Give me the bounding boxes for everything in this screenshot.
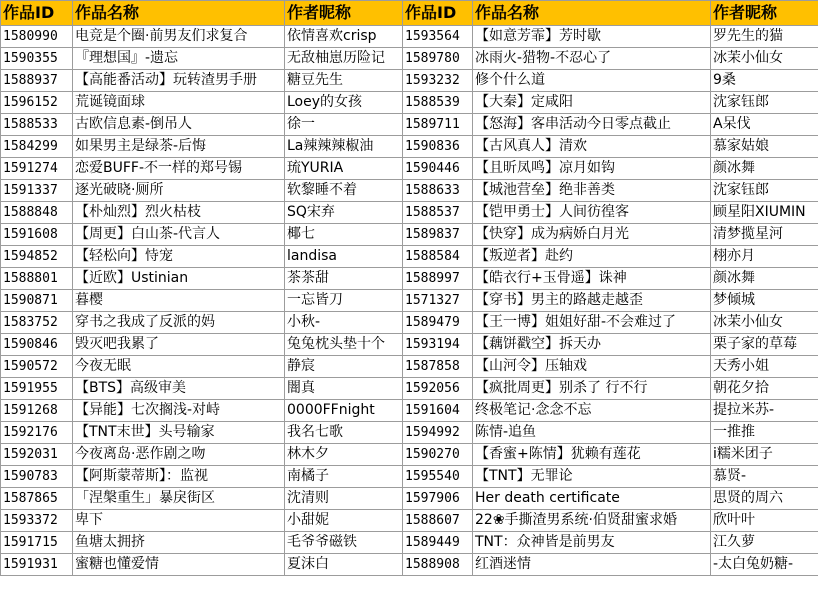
cell-work-id[interactable]: 1592056 <box>403 378 473 400</box>
cell-author[interactable]: 小秋- <box>285 312 403 334</box>
cell-work-name[interactable]: 【疯批周更】别杀了 行不行 <box>473 378 711 400</box>
table-row <box>1 554 818 576</box>
cell-work-id[interactable]: 1589711 <box>403 114 473 136</box>
cell-work-id[interactable]: 1590270 <box>403 444 473 466</box>
cell-author[interactable]: 冰茉小仙女 <box>711 48 818 70</box>
cell-work-id[interactable]: 1589780 <box>403 48 473 70</box>
cell-author[interactable]: SQ宋弃 <box>285 202 403 224</box>
cell-work-name[interactable]: 【如意芳霏】芳时歇 <box>473 26 711 48</box>
header-row <box>1 1 818 26</box>
cell-author[interactable]: 提拉米苏- <box>711 400 818 422</box>
cell-work-id[interactable]: 1595540 <box>403 466 473 488</box>
table-row <box>1 136 818 158</box>
cell-author[interactable]: 沈清则 <box>285 488 403 510</box>
cell-work-name[interactable]: 陈情-追鱼 <box>473 422 711 444</box>
cell-work-id[interactable]: 1588937 <box>1 70 73 92</box>
cell-author[interactable]: 顾星阳XIUMIN <box>711 202 818 224</box>
cell-work-name[interactable]: 穿书之我成了反派的妈 <box>73 312 285 334</box>
cell-author[interactable]: i糯米团子 <box>711 444 818 466</box>
cell-work-name[interactable]: 【怒海】客串活动今日零点截止 <box>473 114 711 136</box>
cell-author[interactable]: 我名七歌 <box>285 422 403 444</box>
header-work-id-right[interactable]: 作品ID <box>403 1 473 26</box>
cell-work-name[interactable]: 【TNT】无罪论 <box>473 466 711 488</box>
table-body <box>1 26 818 576</box>
cell-work-name[interactable]: 【轻松向】恃宠 <box>73 246 285 268</box>
cell-work-name[interactable]: 今夜无眠 <box>73 356 285 378</box>
cell-work-name[interactable]: 红酒迷情 <box>473 554 711 576</box>
cell-work-name[interactable]: 【阿斯蒙蒂斯】：监视 <box>73 466 285 488</box>
cell-author[interactable]: 冰茉小仙女 <box>711 312 818 334</box>
cell-work-id[interactable]: 1588537 <box>403 202 473 224</box>
table-row <box>1 532 818 554</box>
cell-work-id[interactable]: 1584299 <box>1 136 73 158</box>
cell-work-name[interactable]: 【近欧】Ustinian <box>73 268 285 290</box>
cell-author[interactable]: 一推推 <box>711 422 818 444</box>
cell-work-id[interactable]: 1594992 <box>403 422 473 444</box>
table-row <box>1 202 818 224</box>
cell-author[interactable]: 栗子家的草莓 <box>711 334 818 356</box>
cell-author[interactable]: 琉YURIA <box>285 158 403 180</box>
cell-work-name[interactable]: 恋爱BUFF-不一样的郑号锡 <box>73 158 285 180</box>
cell-work-id[interactable]: 1589837 <box>403 224 473 246</box>
cell-work-id[interactable]: 1593232 <box>403 70 473 92</box>
cell-author[interactable]: A呆伐 <box>711 114 818 136</box>
cell-work-name[interactable]: 电竞是个圈·前男友们求复合 <box>73 26 285 48</box>
table-row <box>1 378 818 400</box>
table-row <box>1 356 818 378</box>
cell-work-id[interactable]: 1588539 <box>403 92 473 114</box>
header-work-name-right[interactable]: 作品名称 <box>473 1 711 26</box>
table-row <box>1 70 818 92</box>
cell-work-id[interactable]: 1580990 <box>1 26 73 48</box>
cell-author[interactable]: 糖豆先生 <box>285 70 403 92</box>
header-author-left[interactable]: 作者昵称 <box>285 1 403 26</box>
cell-work-id[interactable]: 1593372 <box>1 510 73 532</box>
cell-work-name[interactable]: 【城池营垒】绝非善类 <box>473 180 711 202</box>
cell-work-name[interactable]: 【古风真人】清欢 <box>473 136 711 158</box>
cell-author[interactable]: 兔兔枕头垫十个 <box>285 334 403 356</box>
cell-work-name[interactable]: 荒诞镜面球 <box>73 92 285 114</box>
cell-work-name[interactable]: Her death certificate <box>473 488 711 510</box>
cell-work-name[interactable]: 【穿书】男主的路越走越歪 <box>473 290 711 312</box>
cell-work-id[interactable]: 1588633 <box>403 180 473 202</box>
cell-work-id[interactable]: 1590783 <box>1 466 73 488</box>
table-row <box>1 48 818 70</box>
cell-author[interactable]: landisa <box>285 246 403 268</box>
cell-work-id[interactable]: 1588848 <box>1 202 73 224</box>
table-row <box>1 466 818 488</box>
cell-work-name[interactable]: 【朴灿烈】烈火枯枝 <box>73 202 285 224</box>
cell-author[interactable]: 沈家钰郎 <box>711 92 818 114</box>
cell-author[interactable]: 天秀小姐 <box>711 356 818 378</box>
table-row <box>1 224 818 246</box>
table-row <box>1 180 818 202</box>
cell-work-name[interactable]: 22❀手撕渣男系统·伯贤甜蜜求婚 <box>473 510 711 532</box>
cell-author[interactable]: 思贤的周六 <box>711 488 818 510</box>
cell-author[interactable]: La辣辣辣椒油 <box>285 136 403 158</box>
table-row <box>1 334 818 356</box>
cell-work-name[interactable]: 【叛逆者】赴约 <box>473 246 711 268</box>
cell-author[interactable]: 颜冰舞 <box>711 268 818 290</box>
cell-author[interactable]: 毛爷爷磁铁 <box>285 532 403 554</box>
cell-work-name[interactable]: 终极笔记·念念不忘 <box>473 400 711 422</box>
cell-author[interactable]: 一忘皆刀 <box>285 290 403 312</box>
cell-author[interactable]: 颜冰舞 <box>711 158 818 180</box>
cell-work-id[interactable]: 1588607 <box>403 510 473 532</box>
table-row <box>1 312 818 334</box>
cell-author[interactable]: 夏沫白 <box>285 554 403 576</box>
cell-work-name[interactable]: 【王一博】姐姐好甜-不会难过了 <box>473 312 711 334</box>
cell-author[interactable]: 慕家姑娘 <box>711 136 818 158</box>
cell-author[interactable]: 小甜妮 <box>285 510 403 532</box>
cell-work-id[interactable]: 1590572 <box>1 356 73 378</box>
cell-work-id[interactable]: 1591274 <box>1 158 73 180</box>
header-work-name-left[interactable]: 作品名称 <box>73 1 285 26</box>
cell-author[interactable]: 欣叶叶 <box>711 510 818 532</box>
cell-work-id[interactable]: 1588908 <box>403 554 473 576</box>
cell-work-id[interactable]: 1593194 <box>403 334 473 356</box>
cell-work-id[interactable]: 1591715 <box>1 532 73 554</box>
cell-work-id[interactable]: 1571327 <box>403 290 473 312</box>
cell-work-id[interactable]: 1591604 <box>403 400 473 422</box>
cell-author[interactable]: Loey的女孩 <box>285 92 403 114</box>
cell-work-name[interactable]: 【且昕凤鸣】凉月如钩 <box>473 158 711 180</box>
cell-work-name[interactable]: 【周更】白山茶-代言人 <box>73 224 285 246</box>
table-row <box>1 400 818 422</box>
cell-work-id[interactable]: 1592176 <box>1 422 73 444</box>
cell-author[interactable]: 茶茶甜 <box>285 268 403 290</box>
cell-work-name[interactable]: 【藕饼戳空】拆天办 <box>473 334 711 356</box>
cell-work-id[interactable]: 1583752 <box>1 312 73 334</box>
table-row <box>1 158 818 180</box>
cell-work-id[interactable]: 1591337 <box>1 180 73 202</box>
cell-work-id[interactable]: 1594852 <box>1 246 73 268</box>
cell-work-id[interactable]: 1588997 <box>403 268 473 290</box>
cell-work-name[interactable]: 【铠甲勇士】人间彷徨客 <box>473 202 711 224</box>
cell-work-id[interactable]: 1591268 <box>1 400 73 422</box>
table-row <box>1 268 818 290</box>
cell-work-id[interactable]: 1587865 <box>1 488 73 510</box>
table-row <box>1 510 818 532</box>
cell-work-name[interactable]: 暮樱 <box>73 290 285 312</box>
table-row <box>1 92 818 114</box>
cell-work-name[interactable]: 「涅槃重生」暴戾街区 <box>73 488 285 510</box>
cell-author[interactable]: 罗先生的猫 <box>711 26 818 48</box>
cell-work-id[interactable]: 1597906 <box>403 488 473 510</box>
cell-work-name[interactable]: 蜜糖也懂爱情 <box>73 554 285 576</box>
cell-work-name[interactable]: 鱼塘太拥挤 <box>73 532 285 554</box>
cell-work-name[interactable]: 【香蜜+陈情】犹赖有莲花 <box>473 444 711 466</box>
cell-work-name[interactable]: 逐光破晓·厕所 <box>73 180 285 202</box>
cell-author[interactable]: -太白兔奶糖- <box>711 554 818 576</box>
cell-author[interactable]: 闇真 <box>285 378 403 400</box>
cell-work-id[interactable]: 1592031 <box>1 444 73 466</box>
cell-author[interactable]: 朝花夕拾 <box>711 378 818 400</box>
cell-author[interactable]: 徐一 <box>285 114 403 136</box>
cell-work-name[interactable]: 【高能番活动】玩转渣男手册 <box>73 70 285 92</box>
cell-work-name[interactable]: 毁灭吧我累了 <box>73 334 285 356</box>
table-row <box>1 422 818 444</box>
cell-work-name[interactable]: 【皓衣行+玉骨遥】诛神 <box>473 268 711 290</box>
cell-author[interactable]: 依情喜欢crisp <box>285 26 403 48</box>
cell-work-id[interactable]: 1589449 <box>403 532 473 554</box>
cell-work-name[interactable]: 修个什么道 <box>473 70 711 92</box>
cell-author[interactable]: 江久萝 <box>711 532 818 554</box>
cell-work-id[interactable]: 1587858 <box>403 356 473 378</box>
cell-work-name[interactable]: 冰雨火-猎物-不忍心了 <box>473 48 711 70</box>
cell-author[interactable]: 9桑 <box>711 70 818 92</box>
cell-author[interactable]: 林木夕 <box>285 444 403 466</box>
cell-author[interactable]: 0000FFnight <box>285 400 403 422</box>
table-row <box>1 114 818 136</box>
cell-work-name[interactable]: 【快穿】成为病娇白月光 <box>473 224 711 246</box>
cell-work-id[interactable]: 1590846 <box>1 334 73 356</box>
table-row <box>1 488 818 510</box>
cell-work-id[interactable]: 1596152 <box>1 92 73 114</box>
cell-work-name[interactable]: 【TNT末世】头号输家 <box>73 422 285 444</box>
cell-work-name[interactable]: 【山河令】压轴戏 <box>473 356 711 378</box>
cell-author[interactable]: 沈家钰郎 <box>711 180 818 202</box>
cell-author[interactable]: 软黎睡不着 <box>285 180 403 202</box>
cell-author[interactable]: 椰七 <box>285 224 403 246</box>
cell-author[interactable]: 梦倾城 <box>711 290 818 312</box>
cell-work-name[interactable]: 卑下 <box>73 510 285 532</box>
cell-work-id[interactable]: 1590446 <box>403 158 473 180</box>
cell-author[interactable]: 静宸 <box>285 356 403 378</box>
cell-work-id[interactable]: 1591955 <box>1 378 73 400</box>
cell-work-id[interactable]: 1589479 <box>403 312 473 334</box>
cell-work-name[interactable]: 古欧信息素-倒吊人 <box>73 114 285 136</box>
cell-work-name[interactable]: 【BTS】高级审美 <box>73 378 285 400</box>
table-row <box>1 26 818 48</box>
cell-work-name[interactable]: 【大秦】定咸阳 <box>473 92 711 114</box>
cell-work-id[interactable]: 1591931 <box>1 554 73 576</box>
cell-work-id[interactable]: 1588533 <box>1 114 73 136</box>
table-row <box>1 290 818 312</box>
cell-author[interactable]: 栩亦月 <box>711 246 818 268</box>
cell-work-name[interactable]: 【异能】七次搁浅-对峙 <box>73 400 285 422</box>
table-row <box>1 444 818 466</box>
header-work-id-left[interactable]: 作品ID <box>1 1 73 26</box>
cell-work-name[interactable]: 今夜离岛·恶作剧之吻 <box>73 444 285 466</box>
cell-work-id[interactable]: 1590355 <box>1 48 73 70</box>
table-row <box>1 246 818 268</box>
cell-author[interactable]: 无敌柚崽历险记 <box>285 48 403 70</box>
cell-author[interactable]: 南橘子 <box>285 466 403 488</box>
cell-work-id[interactable]: 1588801 <box>1 268 73 290</box>
cell-author[interactable]: 清梦揽星河 <box>711 224 818 246</box>
cell-work-id[interactable]: 1591608 <box>1 224 73 246</box>
cell-work-id[interactable]: 1590836 <box>403 136 473 158</box>
cell-author[interactable]: 慕贤- <box>711 466 818 488</box>
cell-work-name[interactable]: TNT：众神皆是前男友 <box>473 532 711 554</box>
header-author-right[interactable]: 作者昵称 <box>711 1 818 26</box>
cell-work-id[interactable]: 1590871 <box>1 290 73 312</box>
cell-work-name[interactable]: 如果男主是绿茶-后悔 <box>73 136 285 158</box>
cell-work-name[interactable]: 『理想国』-遗忘 <box>73 48 285 70</box>
cell-work-id[interactable]: 1593564 <box>403 26 473 48</box>
cell-work-id[interactable]: 1588584 <box>403 246 473 268</box>
